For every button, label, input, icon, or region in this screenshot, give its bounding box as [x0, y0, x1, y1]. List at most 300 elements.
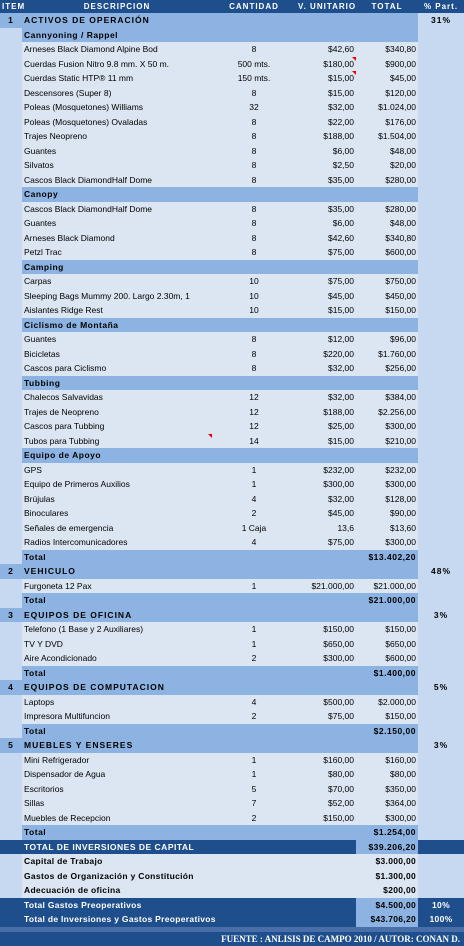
item-pct-blank	[418, 637, 464, 652]
subsection-row	[0, 376, 464, 391]
section-total-label: Total	[22, 825, 212, 840]
item-quantity: 8	[212, 42, 296, 57]
table-row	[0, 782, 464, 797]
table-row	[0, 289, 464, 304]
item-total: $364,00	[356, 796, 418, 811]
section-total-row	[0, 724, 464, 739]
item-blank	[0, 332, 22, 347]
item-total: $256,00	[356, 361, 418, 376]
item-quantity: 2	[212, 811, 296, 826]
item-quantity: 12	[212, 390, 296, 405]
capital-unit-blank	[296, 840, 356, 855]
item-unit-value: $35,00	[296, 202, 356, 217]
grand-unit-blank	[296, 912, 356, 927]
item-total: $280,00	[356, 202, 418, 217]
item-pct-blank	[418, 390, 464, 405]
item-description: Bicicletas	[22, 347, 212, 362]
section-total-blank	[356, 608, 418, 623]
item-blank	[0, 202, 22, 217]
item-quantity: 500 mts.	[212, 57, 296, 72]
subsection-total-blank	[356, 187, 418, 202]
capital-total-value: $39.206,20	[356, 840, 418, 855]
preoperative-row	[0, 854, 464, 869]
table-row	[0, 202, 464, 217]
preop-total-qty-blank	[212, 898, 296, 913]
section-percent: 3%	[418, 738, 464, 753]
item-quantity: 8	[212, 173, 296, 188]
table-row	[0, 521, 464, 536]
total-item-blank	[0, 666, 22, 681]
item-unit-value: $70,00	[296, 782, 356, 797]
total-unit-blank	[296, 724, 356, 739]
item-pct-blank	[418, 579, 464, 594]
item-total: $45,00	[356, 71, 418, 86]
section-total-value: $21.000,00	[356, 593, 418, 608]
item-description: Aislantes Ridge Rest	[22, 303, 212, 318]
table-row	[0, 695, 464, 710]
item-quantity: 12	[212, 405, 296, 420]
grand-item-blank	[0, 912, 22, 927]
item-blank	[0, 811, 22, 826]
item-description: Cuerdas Fusion Nitro 9.8 mm. X 50 m.	[22, 57, 212, 72]
capital-total-label: TOTAL DE INVERSIONES DE CAPITAL	[22, 840, 212, 855]
table-row	[0, 753, 464, 768]
subsection-item-blank	[0, 28, 22, 43]
section-number: 4	[0, 680, 22, 695]
item-unit-value: $650,00	[296, 637, 356, 652]
subsection-row	[0, 187, 464, 202]
item-quantity: 1	[212, 463, 296, 478]
capital-qty-blank	[212, 840, 296, 855]
table-row	[0, 390, 464, 405]
capital-pct-blank	[418, 840, 464, 855]
item-total: $750,00	[356, 274, 418, 289]
item-description: Cascos para Tubbing	[22, 419, 212, 434]
item-pct-blank	[418, 434, 464, 449]
item-blank	[0, 303, 22, 318]
section-total-blank	[356, 738, 418, 753]
total-item-blank	[0, 550, 22, 565]
item-pct-blank	[418, 753, 464, 768]
subsection-qty-blank	[212, 448, 296, 463]
table-row	[0, 477, 464, 492]
section-percent: 31%	[418, 13, 464, 28]
item-total: $300,00	[356, 811, 418, 826]
section-title: MUEBLES Y ENSERES	[22, 738, 212, 753]
item-quantity: 10	[212, 274, 296, 289]
item-pct-blank	[418, 709, 464, 724]
table-row	[0, 245, 464, 260]
item-total: $300,00	[356, 419, 418, 434]
item-description: Cascos para Ciclismo	[22, 361, 212, 376]
item-description: Dispensador de Agua	[22, 767, 212, 782]
section-total-label: Total	[22, 550, 212, 565]
item-pct-blank	[418, 57, 464, 72]
item-quantity: 150 mts.	[212, 71, 296, 86]
section-row	[0, 564, 464, 579]
section-total-label: Total	[22, 666, 212, 681]
item-quantity: 7	[212, 796, 296, 811]
total-pct-blank	[418, 550, 464, 565]
section-qty-blank	[212, 680, 296, 695]
preop-description: Adecuación de oficina	[22, 883, 212, 898]
item-total: $1.504,00	[356, 129, 418, 144]
item-description: Descensores (Super 8)	[22, 86, 212, 101]
item-description: Furgoneta 12 Pax	[22, 579, 212, 594]
section-total-row	[0, 825, 464, 840]
item-pct-blank	[418, 622, 464, 637]
subsection-qty-blank	[212, 376, 296, 391]
item-description: Muebles de Recepcion	[22, 811, 212, 826]
subsection-row	[0, 28, 464, 43]
item-quantity: 32	[212, 100, 296, 115]
item-description: Silvatos	[22, 158, 212, 173]
item-blank	[0, 796, 22, 811]
item-quantity: 4	[212, 535, 296, 550]
item-pct-blank	[418, 42, 464, 57]
item-quantity: 8	[212, 332, 296, 347]
header-description: DESCRIPCION	[22, 0, 212, 13]
preop-item-blank	[0, 854, 22, 869]
item-quantity: 8	[212, 347, 296, 362]
preop-qty-blank	[212, 854, 296, 869]
item-description: Binoculares	[22, 506, 212, 521]
subsection-row	[0, 260, 464, 275]
subsection-pct-blank	[418, 448, 464, 463]
subsection-pct-blank	[418, 376, 464, 391]
item-description: Laptops	[22, 695, 212, 710]
section-total-row	[0, 550, 464, 565]
subsection-total-blank	[356, 318, 418, 333]
subsection-pct-blank	[418, 28, 464, 43]
item-total: $80,00	[356, 767, 418, 782]
item-total: $600,00	[356, 245, 418, 260]
item-total: $600,00	[356, 651, 418, 666]
subsection-unit-blank	[296, 28, 356, 43]
item-pct-blank	[418, 86, 464, 101]
total-item-blank	[0, 825, 22, 840]
item-unit-value: $42,60	[296, 42, 356, 57]
item-quantity: 1	[212, 622, 296, 637]
table-row	[0, 506, 464, 521]
section-unit-blank	[296, 680, 356, 695]
item-unit-value: $32,00	[296, 492, 356, 507]
subsection-total-blank	[356, 260, 418, 275]
item-pct-blank	[418, 173, 464, 188]
preop-total-percent: 10%	[418, 898, 464, 913]
item-quantity: 5	[212, 782, 296, 797]
item-pct-blank	[418, 71, 464, 86]
section-total-blank	[356, 680, 418, 695]
section-percent: 5%	[418, 680, 464, 695]
table-row	[0, 637, 464, 652]
item-quantity: 8	[212, 202, 296, 217]
item-description: Impresora Multifuncion	[22, 709, 212, 724]
table-row	[0, 42, 464, 57]
item-total: $13,60	[356, 521, 418, 536]
item-quantity: 10	[212, 303, 296, 318]
preop-description: Gastos de Organización y Constitución	[22, 869, 212, 884]
item-blank	[0, 100, 22, 115]
section-number: 3	[0, 608, 22, 623]
item-description: Sillas	[22, 796, 212, 811]
item-quantity: 8	[212, 231, 296, 246]
item-total: $300,00	[356, 477, 418, 492]
grand-total-row	[0, 912, 464, 927]
total-unit-blank	[296, 666, 356, 681]
table-row	[0, 303, 464, 318]
item-quantity: 1	[212, 753, 296, 768]
item-quantity: 4	[212, 695, 296, 710]
item-blank	[0, 521, 22, 536]
item-quantity: 1	[212, 477, 296, 492]
table-row	[0, 144, 464, 159]
table-row	[0, 231, 464, 246]
item-unit-value: $150,00	[296, 622, 356, 637]
item-pct-blank	[418, 347, 464, 362]
preop-pct-blank	[418, 869, 464, 884]
item-unit-value: $75,00	[296, 709, 356, 724]
item-unit-value: $80,00	[296, 767, 356, 782]
table-row	[0, 463, 464, 478]
item-pct-blank	[418, 651, 464, 666]
item-description: Escritorios	[22, 782, 212, 797]
table-row	[0, 709, 464, 724]
item-description: Telefono (1 Base y 2 Auxiliares)	[22, 622, 212, 637]
preop-unit-blank	[296, 883, 356, 898]
total-qty-blank	[212, 666, 296, 681]
item-quantity: 8	[212, 245, 296, 260]
item-unit-value: $220,00	[296, 347, 356, 362]
section-total-value: $1.254,00	[356, 825, 418, 840]
item-unit-value: $45,00	[296, 506, 356, 521]
item-total: $20,00	[356, 158, 418, 173]
header-total: TOTAL	[356, 0, 418, 13]
item-blank	[0, 274, 22, 289]
subsection-item-blank	[0, 318, 22, 333]
item-pct-blank	[418, 506, 464, 521]
item-pct-blank	[418, 274, 464, 289]
item-description: Carpas	[22, 274, 212, 289]
item-unit-value: $15,00	[296, 71, 356, 86]
item-blank	[0, 144, 22, 159]
item-description: Arneses Black Diamond Alpine Bod	[22, 42, 212, 57]
item-unit-value: $160,00	[296, 753, 356, 768]
item-unit-value: $22,00	[296, 115, 356, 130]
item-blank	[0, 245, 22, 260]
item-total: $90,00	[356, 506, 418, 521]
item-blank	[0, 434, 22, 449]
table-row	[0, 100, 464, 115]
item-pct-blank	[418, 202, 464, 217]
preop-total: $1.300,00	[356, 869, 418, 884]
item-description: Guantes	[22, 332, 212, 347]
capital-total-row	[0, 840, 464, 855]
table-row	[0, 86, 464, 101]
table-row	[0, 405, 464, 420]
item-description: Cascos Black DiamondHalf Dome	[22, 173, 212, 188]
item-pct-blank	[418, 767, 464, 782]
item-unit-value: $232,00	[296, 463, 356, 478]
item-unit-value: $300,00	[296, 477, 356, 492]
item-description: Cuerdas Static HTP® 11 mm	[22, 71, 212, 86]
section-qty-blank	[212, 564, 296, 579]
section-row	[0, 13, 464, 28]
subsection-qty-blank	[212, 318, 296, 333]
table-row	[0, 71, 464, 86]
item-unit-value: $52,00	[296, 796, 356, 811]
preop-total-value: $4.500,00	[356, 898, 418, 913]
header-percent: % Part.	[418, 0, 464, 13]
item-blank	[0, 42, 22, 57]
item-pct-blank	[418, 521, 464, 536]
total-pct-blank	[418, 724, 464, 739]
item-unit-value: $188,00	[296, 129, 356, 144]
subsection-total-blank	[356, 376, 418, 391]
item-total: $128,00	[356, 492, 418, 507]
item-description: Cascos Black DiamondHalf Dome	[22, 202, 212, 217]
table-row	[0, 158, 464, 173]
preop-total: $200,00	[356, 883, 418, 898]
section-title: EQUIPOS DE OFICINA	[22, 608, 212, 623]
item-total: $280,00	[356, 173, 418, 188]
subsection-pct-blank	[418, 318, 464, 333]
item-quantity: 12	[212, 419, 296, 434]
subsection-title: Camping	[22, 260, 212, 275]
item-unit-value: $2,50	[296, 158, 356, 173]
item-blank	[0, 695, 22, 710]
item-unit-value: $6,00	[296, 216, 356, 231]
total-unit-blank	[296, 593, 356, 608]
item-pct-blank	[418, 158, 464, 173]
item-total: $1.760,00	[356, 347, 418, 362]
item-blank	[0, 637, 22, 652]
item-pct-blank	[418, 463, 464, 478]
preop-pct-blank	[418, 854, 464, 869]
section-number: 1	[0, 13, 22, 28]
subsection-qty-blank	[212, 28, 296, 43]
subsection-pct-blank	[418, 187, 464, 202]
item-blank	[0, 347, 22, 362]
table-row	[0, 57, 464, 72]
item-description: Señales de emergencia	[22, 521, 212, 536]
table-row	[0, 492, 464, 507]
grand-qty-blank	[212, 912, 296, 927]
item-unit-value: $75,00	[296, 535, 356, 550]
section-total-value: $13.402,20	[356, 550, 418, 565]
preop-description: Capital de Trabajo	[22, 854, 212, 869]
grand-total-label: Total de Inversiones y Gastos Preoperativos	[22, 912, 212, 927]
item-quantity: 1	[212, 767, 296, 782]
item-pct-blank	[418, 245, 464, 260]
section-qty-blank	[212, 13, 296, 28]
section-title: ACTIVOS DE OPERACIÓN	[22, 13, 212, 28]
subsection-qty-blank	[212, 260, 296, 275]
section-unit-blank	[296, 738, 356, 753]
item-total: $21.000,00	[356, 579, 418, 594]
item-total: $384,00	[356, 390, 418, 405]
preoperative-row	[0, 883, 464, 898]
total-item-blank	[0, 593, 22, 608]
item-blank	[0, 231, 22, 246]
total-pct-blank	[418, 825, 464, 840]
item-blank	[0, 651, 22, 666]
item-blank	[0, 622, 22, 637]
item-blank	[0, 405, 22, 420]
preop-unit-blank	[296, 869, 356, 884]
item-quantity: 1	[212, 579, 296, 594]
preop-total: $3.000,00	[356, 854, 418, 869]
item-blank	[0, 115, 22, 130]
item-description: Poleas (Mosquetones) Ovaladas	[22, 115, 212, 130]
total-unit-blank	[296, 825, 356, 840]
total-pct-blank	[418, 666, 464, 681]
item-quantity: 10	[212, 289, 296, 304]
header-unit-value: V. UNITARIO	[298, 2, 357, 11]
subsection-unit-blank	[296, 187, 356, 202]
subsection-row	[0, 448, 464, 463]
item-quantity: 4	[212, 492, 296, 507]
item-description: Chalecos Salvavidas	[22, 390, 212, 405]
item-blank	[0, 782, 22, 797]
item-total: $2.000,00	[356, 695, 418, 710]
subsection-unit-blank	[296, 376, 356, 391]
total-qty-blank	[212, 593, 296, 608]
total-pct-blank	[418, 593, 464, 608]
item-unit-value: $188,00	[296, 405, 356, 420]
subsection-total-blank	[356, 28, 418, 43]
section-row	[0, 608, 464, 623]
item-blank	[0, 463, 22, 478]
preop-pct-blank	[418, 883, 464, 898]
section-title: EQUIPOS DE COMPUTACION	[22, 680, 212, 695]
item-unit-value: $15,00	[296, 86, 356, 101]
section-number: 2	[0, 564, 22, 579]
item-unit-value: $180,00	[296, 57, 356, 72]
item-pct-blank	[418, 231, 464, 246]
subsection-total-blank	[356, 448, 418, 463]
item-description: Sleeping Bags Mummy 200. Largo 2.30m, 1	[22, 289, 212, 304]
subsection-qty-blank	[212, 187, 296, 202]
section-qty-blank	[212, 608, 296, 623]
item-pct-blank	[418, 100, 464, 115]
section-total-blank	[356, 13, 418, 28]
preop-total-label: Total Gastos Preoperativos	[22, 898, 212, 913]
item-unit-value: $21.000,00	[296, 579, 356, 594]
table-row	[0, 419, 464, 434]
item-description: Tubos para Tubbing	[22, 434, 212, 449]
item-blank	[0, 289, 22, 304]
item-pct-blank	[418, 695, 464, 710]
item-unit-value: 13,6	[296, 521, 356, 536]
item-unit-value: $150,00	[296, 811, 356, 826]
item-pct-blank	[418, 535, 464, 550]
header-quantity: CANTIDAD	[212, 0, 296, 13]
item-pct-blank	[418, 811, 464, 826]
subsection-item-blank	[0, 376, 22, 391]
item-pct-blank	[418, 115, 464, 130]
section-row	[0, 738, 464, 753]
item-total: $48,00	[356, 216, 418, 231]
item-total: $120,00	[356, 86, 418, 101]
item-unit-value: $32,00	[296, 100, 356, 115]
item-unit-value: $75,00	[296, 245, 356, 260]
item-total: $300,00	[356, 535, 418, 550]
subsection-unit-blank	[296, 448, 356, 463]
item-quantity: 8	[212, 144, 296, 159]
item-pct-blank	[418, 216, 464, 231]
item-quantity: 1 Caja	[212, 521, 296, 536]
